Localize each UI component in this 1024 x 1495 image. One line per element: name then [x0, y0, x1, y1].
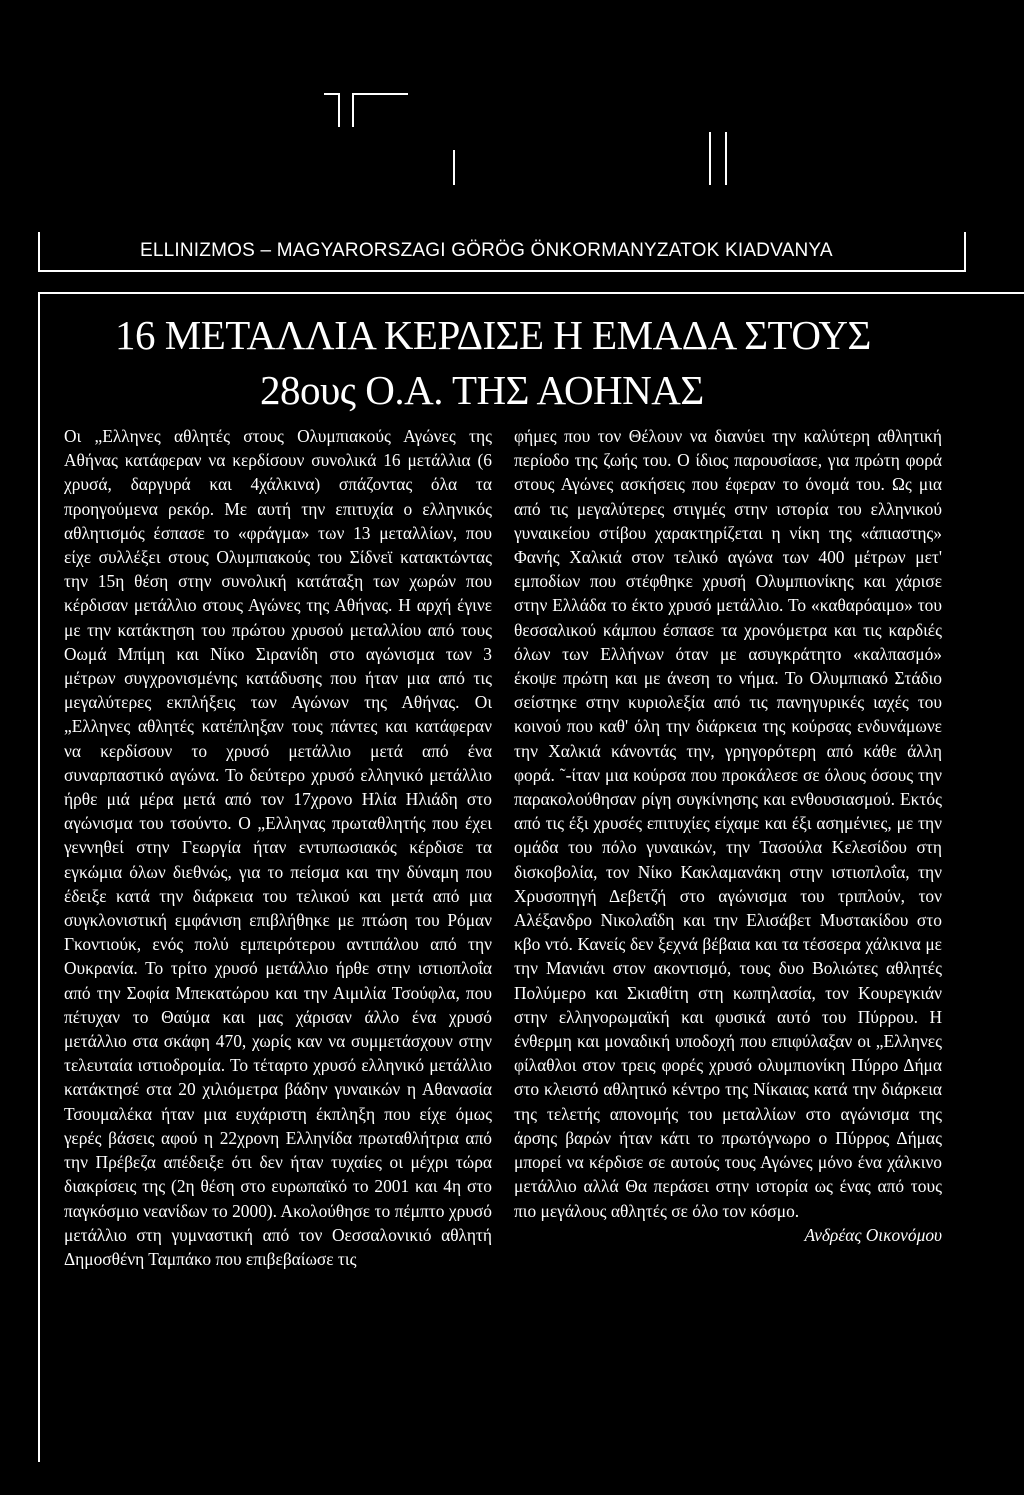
article-headline: [80, 308, 940, 418]
top-mark-6: [709, 132, 711, 185]
article-body-right: φήμες που τον Θέλουν να διανύει την καλύτερη αθλητική περίοδο της ζωής του. Ο ίδιος παρουσίασε, για πρώτη φορά στους Αγώνες ασκήσεις που έφεραν το όνομά του. Ως μια από τις μεγαλύτερες στιγμές στην ιστορία του ελληνικού γυναικείου στίβου χαρακτηρίζεται η νίκη της «άπιαστης» Φανής Χαλκιά στον τελικό αγώνα των 400 μέτρων μετ' εμποδίων που στέφθηκε χρυσή Ολυμπιονίκης και χάρισε στην Ελλάδα το έκτο χρυσό μετάλλιο. Το «καθαρόαιμο» του θεσσαλικού κάμπου έσπασε τα χρονόμετρα και τις καρδιές όλων των Ελλήνων όταν με ασυγκράτητο «καλπασμό» έκοψε πρώτη και με άνεση το νήμα. Το Ολυμπιακό Στάδιο σείστηκε στην κυριολεξία από τις πανηγυρικές ιαχές του κοινού που καθ' όλη την διάρκεια της κούρσας ενδυνάμωνε την Χαλκιά κάνοντάς την, γρηγορότερη από κάθε άλλη φορά. ˜-ίταν μια κούρσα που προκάλεσε σε όλους όσους την παρακολούθησαν ρίγη συγκίνησης και ενθουσιασμού. Εκτός από τις έξι χρυσές επιτυχίες είχαμε και έξι ασημένιες, με την ομάδα του πόλο γυναικών, την Τασούλα Κελεσίδου στη δισκοβολία, τον Νίκο Κακλαμανάκη στην ιστιοπλοΐα, την Χρυσοπηγή Δεβετζή στο αγώνισμα του τριπλούν, τον Αλέξανδρο Νικολαΐδη και την Ελισάβετ Μυστακίδου στο κβο ντό. Κανείς δεν ξεχνά βέβαια και τα τέσσερα χάλκινα με την Μανιάνι στον ακοντισμό, τους δυο Βολιώτες αθλητές Πολύμερο και Σκιαθίτη στη κωπηλασία, τον Κουρεγκιάν στην ελληνορωμαϊκή και φυσικά αυτό του Πύρρου. Η ένθερμη και μοναδική υποδοχή που επιφύλαξαν οι „Ελληνες φίλαθλοι στον τρεις φορές χρυσό ολυμπιονίκη Πύρρο Δήμα στο κλειστό αθλητικό κέντρο της Νίκαιας κατά την διάρκεια της τελετής απονομής του μεταλλίων στο αγώνισμα της άρσης βαρών ήταν κάτι το πρωτόγνωρο ο Πύρρος Δήμας μπορεί να κέρδισε σε αυτούς τους Αγώνες μόνο ένα χάλκινο μετάλλιο αλλά Θα περάσει στην ιστορία ως ένας από τους πιο μεγάλους αθλητές σε όλο τον κόσμο.: [514, 426, 942, 1221]
top-mark-5: [453, 150, 455, 185]
headline-line-1: 16 ΜΕΤΑΛΛΙΑ ΚΕΡΔΙΣΕ Η ΕΜΑΔΑ ΣΤΟΥΣ: [115, 312, 871, 358]
top-mark-2: [338, 93, 340, 127]
top-mark-1: [324, 93, 339, 95]
headline-line-2: 28ους Ο.Α. ΤΗΣ ΑΟΗΝΑΣ: [260, 367, 704, 413]
author-signature: Ανδρέας Οικονόμου: [804, 1224, 942, 1245]
top-mark-3: [352, 93, 354, 127]
article-body-left: Οι „Ελληνες αθλητές στους Ολυμπιακούς Αγώνες της Αθήνας κατάφεραν να κερδίσουν συνολικά 16 μετάλλια (6 χρυσά, δαργυρά και 4χάλκινα) σπάζοντας όλα τα προηγούμενα ρεκόρ. Με αυτή την επιτυχία ο ελληνικός αθλητισμός έσπασε το «φράγμα» των 13 μεταλλίων, που είχε συλλέξει στους Ολυμπιακούς του Σίδνεϊ κατακτώντας την 15η θέση στην συνολική κατάταξη των χωρών που κέρδισαν μετάλλιο στους Αγώνες της Αθήνας. Η αρχή έγινε με την κατάκτηση του πρώτου χρυσού μεταλλίου από τους Οωμά Μπίμη και Νίκο Σιρανίδη στο αγώνισμα των 3 μέτρων συγχρονισμένης κατάδυσης που ήταν μια από τις μεγαλύτερες εκπλήξεις των Αγώνων της Αθήνας. Οι „Ελληνες αθλητές κατέπληξαν τους πάντες και κατάφεραν να κερδίσουν το χρυσό μετάλλιο μετά από ένα συναρπαστικό αγώνα. Το δεύτερο χρυσό ελληνικό μετάλλιο ήρθε μιά μέρα μετά από τον 17χρονο Ηλία Ηλιάδη στο αγώνισμα του τσούντο. Ο „Ελληνας πρωταθλητής που έχει γεννηθεί στην Γεωργία ήταν εντυπωσιακός κέρδισε τα εγκώμια όλων διεθνώς, για το πείσμα και την δύναμη που έδειξε κατά την διάρκεια του τελικού και μετά από μια συγκλονιστική εμφάνιση επιβλήθηκε με πτώση του Ρόμαν Γκοντιούκ, ενός πολύ εμπειρότερου αντιπάλου από την Ουκρανία. Το τρίτο χρυσό μετάλλιο ήρθε στην ιστιοπλοΐα από την Σοφία Μπεκατώρου και την Αιμιλία Τσούφλα, που πέτυχαν το Θαύμα και μας χάρισαν άλλο ένα χρυσό μετάλλιο στα σκάφη 470, χωρίς καν να συμμετάσχουν στην τελευταία ιστιοδρομία. Το τέταρτο χρυσό ελληνικό μετάλλιο κατάκτησέ στα 20 χιλιόμετρα βάδην γυναικών η Αθανασία Τσουμαλέκα ήταν μια ευχάριστη έκπληξη που είχε όμως γερές βάσεις αφού η 22χρονη Ελληνίδα πρωταθλήτρια από την Πρέβεζα απέδειξε ότι δεν ήταν τυχαίες οι μέχρι τώρα διακρίσεις της (2η θέση στο ευρωπαϊκό το 2001 και 4η στο παγκόσμιο νεανίδων το 2000). Ακολούθησε το πέμπτο χρυσό μετάλλιο στη γυμναστική από τον Οεσσαλονικιό αθλητή Δημοσθένη Ταμπάκο που επιβεβαίωσε τις: [64, 426, 492, 1269]
top-mark-7: [725, 132, 727, 185]
top-mark-4: [352, 93, 408, 95]
article-column-left: [64, 424, 492, 1271]
article-column-right: [514, 424, 942, 1247]
masthead-title: ELLINIZMOS – MAGYARORSZAGI GÖRÖG ÖNKORMANYZATOK KIADVANYA: [140, 240, 833, 261]
masthead: [38, 232, 966, 272]
